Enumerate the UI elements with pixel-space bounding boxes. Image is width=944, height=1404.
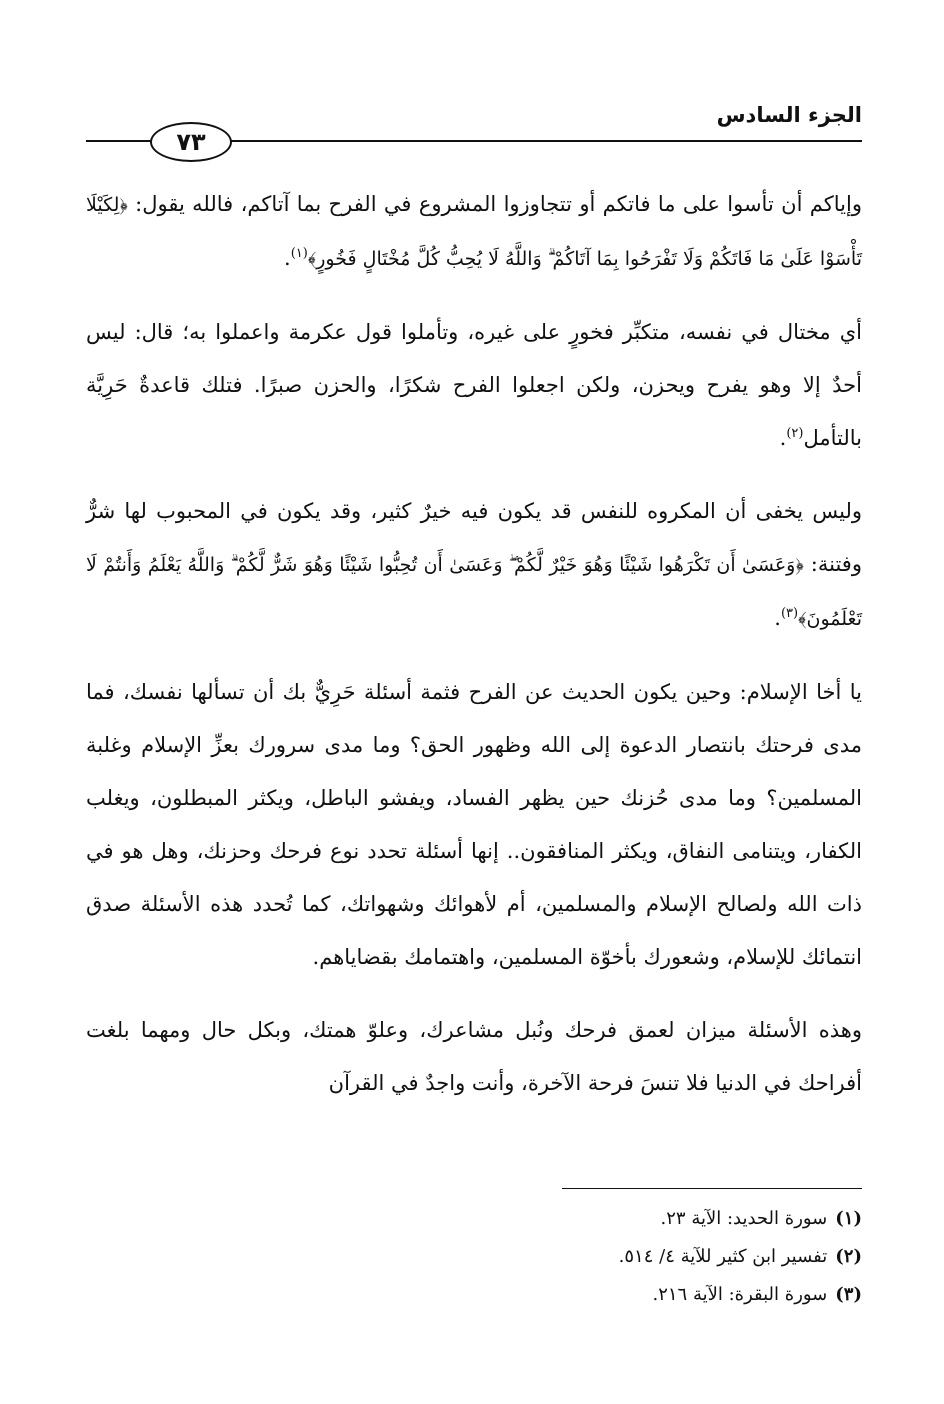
paragraph-text: . (284, 246, 291, 270)
footnote-reference: (١) (290, 246, 308, 261)
footnote-number: (٣) (835, 1284, 862, 1305)
footnote-rule (562, 1188, 862, 1189)
footnote-reference: (٢) (786, 426, 804, 441)
footnote-number: (٢) (835, 1246, 862, 1267)
main-text (86, 178, 862, 1130)
page-header (86, 100, 862, 160)
paragraph (86, 1004, 862, 1110)
paragraph-text: يا أخا الإسلام: وحين يكون الحديث عن الفرح فثمة أسئلة حَرِيٌّ بك أن تسألها نفسك، فما مدى فرحتك بانتصار الدعوة إلى الله وظهور الحق؟ وما مدى سرورك بعزِّ الإسلام وغلبة المسلمين؟ وما مدى حُزنك حين يظهر الفساد، ويفشو الباطل، ويكثر المبطلون، ويغلب الكفار، ويتنامى النفاق، ويكثر المنافقون.. إنها أسئلة تحدد نوع فرحك وحزنك، وهل هو في ذات الله ولصالح الإسلام والمسلمين، أم لأهوائك وشهواتك، كما تُحدد هذه الأسئلة صدق انتمائك للإسلام، وشعورك بأخوّة المسلمين، واهتمامك بقضاياهم. (86, 680, 862, 969)
paragraph (86, 178, 862, 286)
paragraph (86, 485, 862, 646)
quran-verse: ﴿وَعَسَىٰ أَن تَكْرَهُوا شَيْئًا وَهُوَ خَيْرٌ لَّكُمْ ۖ وَعَسَىٰ أَن تُحِبُّوا شَيْئًا وَهُوَ شَرٌّ لَّكُمْ ۗ وَاللَّهُ يَعْلَمُ وَأَنتُمْ لَا تَعْلَمُونَ﴾ (86, 554, 862, 630)
paragraph-text: أي مختال في نفسه، متكبِّر فخورٍ على غيره، وتأملوا قول عكرمة واعملوا به؛ قال: ليس أحدٌ إلا وهو يفرح ويحزن، ولكن اجعلوا الفرح شكرًا، والحزن صبرًا. فتلك قاعدةٌ حَرِيَّة بالتأمل (86, 320, 862, 450)
footnote-text: تفسير ابن كثير للآية ٤/ ٥١٤. (618, 1246, 828, 1267)
footnote-text: سورة الحديد: الآية ٢٣. (660, 1208, 828, 1229)
paragraph-text: وليس يخفى أن المكروه للنفس قد يكون فيه خيرٌ كثير، وقد يكون في المحبوب لها شرٌّ وفتنة: (86, 499, 862, 576)
paragraph (86, 306, 862, 465)
paragraph-text: وهذه الأسئلة ميزان لعمق فرحك ونُبل مشاعرك، وعلوّ همتك، وبكل حال ومهما بلغت أفراحك في الدنيا فلا تنسَ فرحة الآخرة، وأنت واجدٌ في القرآن (86, 1018, 862, 1095)
footnote-number: (١) (835, 1208, 862, 1229)
footnote-text: سورة البقرة: الآية ٢١٦. (652, 1284, 828, 1305)
paragraph-text: وإياكم أن تأسوا على ما فاتكم أو تتجاوزوا المشروع في الفرح بما آتاكم، فالله يقول: (127, 192, 862, 216)
footnote-reference: (٣) (780, 606, 799, 621)
running-title: الجزء السادس (716, 103, 862, 127)
paragraph (86, 666, 862, 984)
paragraph-text: . (779, 426, 787, 450)
footnote-item (162, 1200, 862, 1238)
footnote-item (162, 1276, 862, 1314)
page-number: ٧٣ (150, 122, 232, 162)
footnote-item (162, 1238, 862, 1276)
paragraph-text: . (774, 606, 781, 630)
footnotes (162, 1200, 862, 1314)
quran-verse: ﴿لِكَيْلَا تَأْسَوْا عَلَىٰ مَا فَاتَكُمْ وَلَا تَفْرَحُوا بِمَا آتَاكُمْ ۗ وَاللَّهُ لَا يُحِبُّ كُلَّ مُخْتَالٍ فَخُورٍ﴾ (86, 194, 862, 270)
